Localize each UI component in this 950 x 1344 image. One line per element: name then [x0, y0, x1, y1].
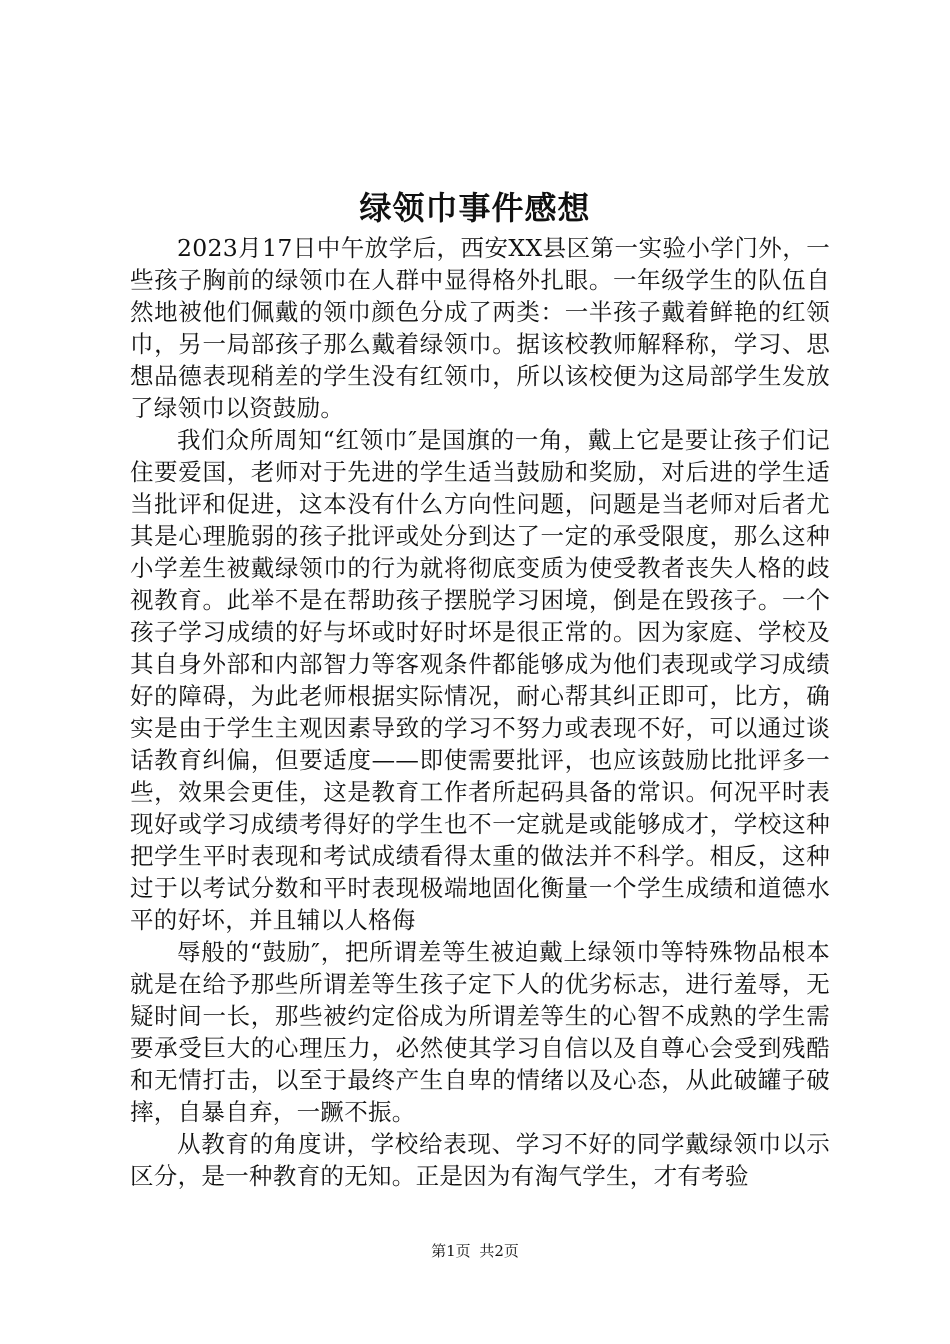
paragraph: 辱般的“鼓励″，把所谓差等生被迫戴上绿领巾等特殊物品根本就是在给予那些所谓差等生孩子定下人的优劣标志，进行羞辱，无疑时间一长，那些被约定俗成为所谓差等生的心智不成熟的学生需要承受巨大的心理压力，必然使其学习自信以及自尊心会受到残酷和无情打击，以至于最终产生自卑的情绪以及心态，从此破罐子破摔，自暴自弃，一蹶不振。 [130, 938, 830, 1126]
page-footer [0, 1241, 950, 1261]
paragraph: 2023月17日中午放学后，西安XX县区第一实验小学门外，一些孩子胸前的绿领巾在人群中显得格外扎眼。一年级学生的队伍自然地被他们佩戴的领巾颜色分成了两类：一半孩子戴着鲜艳的红领巾，另一局部孩子那么戴着绿领巾。据该校教师解释称，学习、思想品德表现稍差的学生没有红领巾，所以该校便为这局部学生发放了绿领巾以资鼓励。 [130, 234, 830, 422]
page-number-current: 第1页 [431, 1242, 471, 1260]
document-body [130, 232, 830, 1192]
paragraph: 从教育的角度讲，学校给表现、学习不好的同学戴绿领巾以示区分，是一种教育的无知。正是因为有淘气学生，才有考验 [130, 1130, 830, 1190]
page-number-total: 共2页 [479, 1242, 519, 1260]
paragraph: 我们众所周知“红领巾″是国旗的一角，戴上它是要让孩子们记住要爱国，老师对于先进的学生适当鼓励和奖励，对后进的学生适当批评和促进，这本没有什么方向性问题，问题是当老师对后者尤其是心理脆弱的孩子批评或处分到达了一定的承受限度，那么这种小学差生被戴绿领巾的行为就将彻底变质为使受教者丧失人格的歧视教育。此举不是在帮助孩子摆脱学习困境，倒是在毁孩子。一个孩子学习成绩的好与坏或时好时坏是很正常的。因为家庭、学校及其自身外部和内部智力等客观条件都能够成为他们表现或学习成绩好的障碍，为此老师根据实际情况，耐心帮其纠正即可，比方，确实是由于学生主观因素导致的学习不努力或表现不好，可以通过谈话教育纠偏，但要适度——即使需要批评，也应该鼓励比批评多一些，效果会更佳，这是教育工作者所起码具备的常识。何况平时表现好或学习成绩考得好的学生也不一定就是或能够成才，学校这种把学生平时表现和考试成绩看得太重的做法并不科学。相反，这种过于以考试分数和平时表现极端地固化衡量一个学生成绩和道德水平的好坏，并且辅以人格侮 [130, 426, 830, 934]
document-title: 绿领巾事件感想 [359, 189, 591, 227]
